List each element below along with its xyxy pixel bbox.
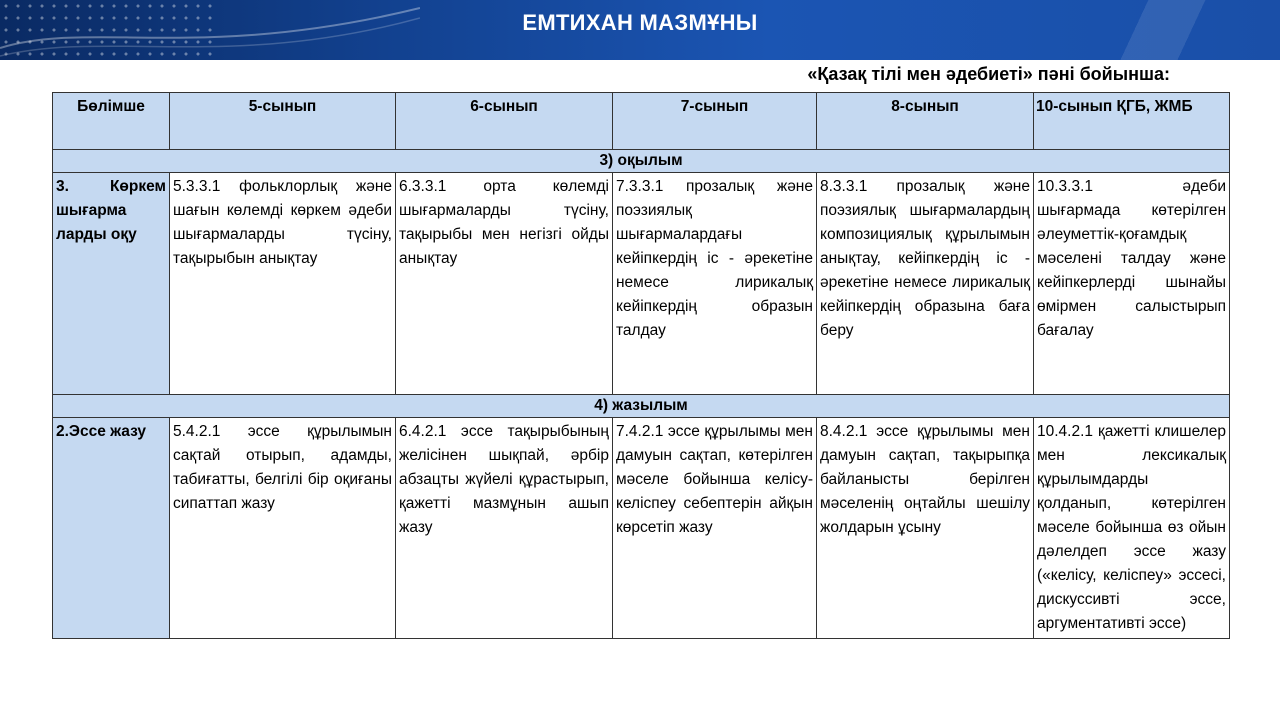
- column-header-grade-7: 7-сынып: [613, 93, 817, 150]
- column-header-grade-6: 6-сынып: [396, 93, 613, 150]
- header-banner: [0, 0, 1280, 60]
- table-cell: 7.4.2.1 эссе құрылымы мен дамуын сақтап, көтерілген мәселе бойынша келісу-келіспеу себептерін айқын көрсетіп жазу: [613, 418, 817, 639]
- column-header-grade-5: 5-сынып: [170, 93, 396, 150]
- column-header-section: Бөлімше: [53, 93, 170, 150]
- table-cell: 6.3.3.1 орта көлемді шығармаларды түсіну, тақырыбы мен негізгі ойды анықтау: [396, 173, 613, 395]
- table-cell: 5.3.3.1 фольклорлық және шағын көлемді көркем әдеби шығармаларды түсіну, тақырыбын анықтау: [170, 173, 396, 395]
- section-title-writing: 4) жазылым: [53, 395, 1230, 418]
- section-row-reading: [53, 150, 1230, 173]
- section-title-reading: 3) оқылым: [53, 150, 1230, 173]
- page-subtitle: «Қазақ тілі мен әдебиеті» пәні бойынша:: [807, 64, 1170, 84]
- column-header-grade-10: 10-сынып ҚГБ, ЖМБ: [1034, 93, 1230, 150]
- table-cell: 5.4.2.1 эссе құрылымын сақтай отырып, адамды, табиғатты, белгілі бір оқиғаны сипаттап жазу: [170, 418, 396, 639]
- table-row: [53, 418, 1230, 639]
- table-header-row: [53, 93, 1230, 150]
- section-row-writing: [53, 395, 1230, 418]
- table-cell: 8.3.3.1 прозалық және поэзиялық шығармалардың композициялық құрылымын анықтау, кейіпкердің іс - әрекетіне немесе лирикалық кейіпкердің образына баға беру: [817, 173, 1034, 395]
- page-title: ЕМТИХАН МАЗМҰНЫ: [522, 10, 758, 35]
- row-category: 2.Эссе жазу: [53, 418, 170, 639]
- curriculum-table: [52, 92, 1230, 639]
- row-category: 3. Көркем шығарма ларды оқу: [53, 173, 170, 395]
- table-row: [53, 173, 1230, 395]
- column-header-grade-8: 8-сынып: [817, 93, 1034, 150]
- table-cell: 6.4.2.1 эссе тақырыбының желісінен шықпай, әрбір абзацты жүйелі құрастырып, қажетті мазмұнын ашып жазу: [396, 418, 613, 639]
- table-cell: 8.4.2.1 эссе құрылымы мен дамуын сақтап, тақырыпқа байланысты берілген мәселенің оңтайлы шешілу жолдарын ұсыну: [817, 418, 1034, 639]
- table-cell: 7.3.3.1 прозалық және поэзиялық шығармалардағы кейіпкердің іс - әрекетіне немесе лирикалық кейіпкердің образын талдау: [613, 173, 817, 395]
- table-cell: 10.4.2.1 қажетті клишелер мен лексикалық құрылымдарды қолданып, көтерілген мәселе бойынша өз ойын дәлелдеп эссе жазу («келісу, келіспеу» эссесі, дискуссивті эссе, аргументативті эссе): [1034, 418, 1230, 639]
- table-cell: 10.3.3.1 әдеби шығармада көтерілген әлеуметтік-қоғамдық мәселені талдау және кейіпкерлерді шынайы өмірмен салыстырып бағалау: [1034, 173, 1230, 395]
